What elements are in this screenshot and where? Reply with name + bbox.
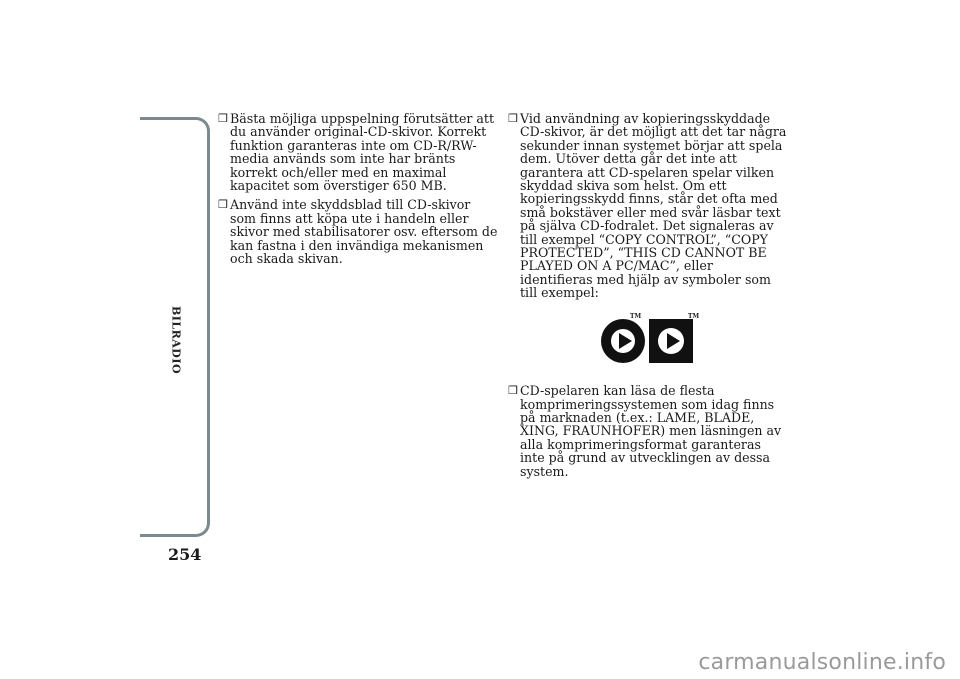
paragraph: Bästa möjliga uppspelning förutsätter att du använder original-CD-skivor. Korrekt funktion garanteras inte om CD-R/RW-media används som inte har bränts korrekt och/eller med en maximal kapacitet som överstiger 650 MB. bbox=[230, 111, 495, 194]
paragraph: Vid användning av kopieringsskyddade CD-skivor, är det möjligt att det tar några sekunder innan systemet börjar att spela dem. Utöver detta går det inte att garantera att CD-spelaren spelar vilken skyddad skiva som helst. Om ett kopieringsskydd finns, står det ofta med små bokstäver eller med svår läsbar text på själva CD-fodralet. Det signaleras av till exempel “COPY CONTROL”, “COPY PROTECTED”, “THIS CD CANNOT BE PLAYED ON A PC/MAC”, eller identifieras med hjälp av symboler som till exempel: bbox=[520, 111, 787, 301]
list-item bbox=[508, 112, 788, 300]
paragraph: Använd inte skyddsblad till CD-skivor som finns att köpa ute i handeln eller skivor med stabilisatorer osv. eftersom de kan fastna i den invändiga mekanismen och skada skivan. bbox=[230, 197, 498, 267]
right-column bbox=[508, 112, 788, 484]
trademark-mark: TM bbox=[688, 312, 700, 320]
paragraph: CD-spelaren kan läsa de flesta komprimeringssystemen som idag finns på marknaden (t.ex.: LAME, BLADE, XING, FRAUNHOFER) men läsningen av alla komprimeringsformat garanteras inte på grund av utvecklingen av dessa system. bbox=[520, 383, 782, 479]
disc-play-icon bbox=[600, 318, 646, 364]
disc-play-square-icon bbox=[648, 318, 694, 364]
bullet-icon: ❒ bbox=[508, 384, 518, 398]
cd-protected-logo-round bbox=[600, 312, 646, 366]
list-item bbox=[218, 198, 498, 265]
list-item bbox=[218, 112, 498, 192]
cd-protected-logo-square bbox=[648, 312, 700, 366]
left-column bbox=[218, 112, 498, 271]
bullet-icon: ❒ bbox=[218, 198, 228, 212]
copy-protection-symbols bbox=[600, 312, 788, 366]
watermark: carmanualsonline.info bbox=[698, 650, 946, 675]
bullet-icon: ❒ bbox=[218, 112, 228, 125]
bullet-icon: ❒ bbox=[508, 112, 518, 125]
trademark-mark: TM bbox=[630, 312, 642, 320]
section-label: BILRADIO bbox=[169, 305, 183, 375]
list-item bbox=[508, 384, 788, 478]
page-number: 254 bbox=[168, 545, 202, 564]
